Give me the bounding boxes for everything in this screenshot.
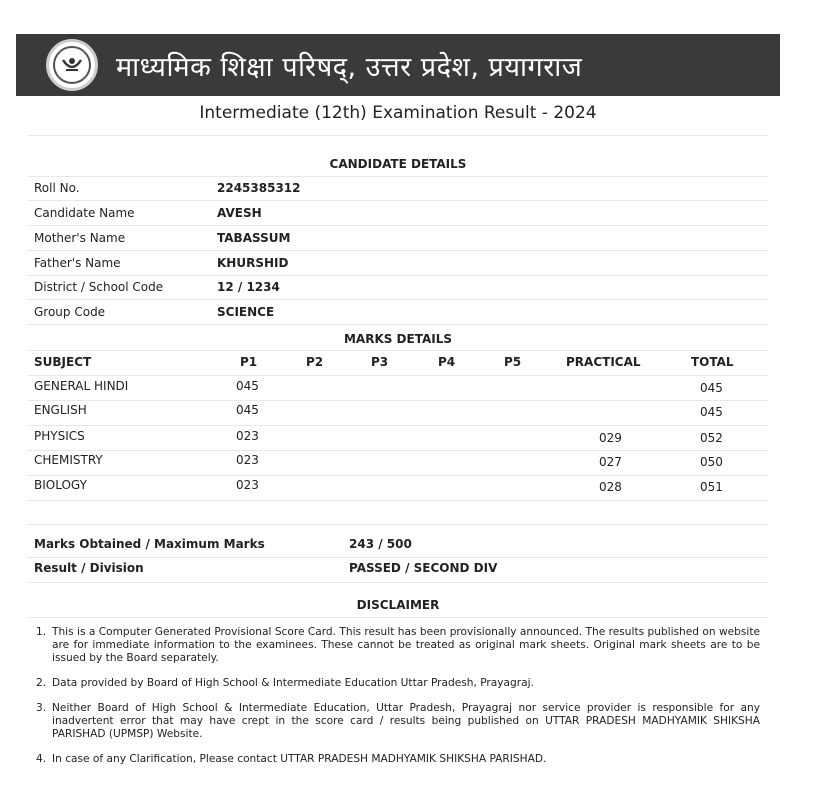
disclaimer-text: In case of any Clarification, Please contact UTTAR PRADESH MADHYAMIK SHIKSHA PARISHAD.: [52, 753, 547, 765]
list-item: [36, 753, 760, 766]
column-header: TOTAL: [691, 355, 734, 369]
subject-cell: BIOLOGY: [34, 478, 87, 492]
candidate-label: District / School Code: [34, 280, 164, 294]
p1-cell: 023: [236, 453, 259, 467]
practical-cell: 029: [599, 431, 622, 445]
table-row: [34, 429, 774, 449]
p1-cell: 045: [236, 379, 259, 393]
candidate-row-father: [34, 253, 288, 273]
divider: [28, 400, 768, 401]
divider: [28, 350, 768, 351]
marks-table-header: [34, 355, 774, 373]
list-item: [36, 677, 760, 690]
emblem-icon: [53, 46, 91, 84]
divider: [28, 135, 768, 136]
column-header: P4: [438, 355, 456, 369]
divider: [28, 324, 768, 325]
table-row: [34, 403, 774, 423]
p1-cell: 023: [236, 429, 259, 443]
disclaimer-number: 2.: [36, 677, 47, 689]
marks-details-title: MARKS DETAILS: [343, 332, 453, 346]
disclaimer-text: Neither Board of High School & Intermediate Education, Uttar Pradesh, Prayagraj nor service provider is responsible for any inadvertent error that may have crept in the score card / results being published on UTTAR PRADESH MADHYAMIK SHIKSHA PARISHAD (UPMSP) Website.: [52, 702, 760, 740]
table-row: [34, 379, 774, 399]
practical-cell: 027: [599, 455, 622, 469]
divider: [28, 557, 768, 558]
total-cell: 045: [700, 381, 723, 395]
candidate-value: TABASSUM: [217, 231, 291, 245]
candidate-value: AVESH: [217, 206, 262, 220]
divider: [28, 200, 768, 201]
disclaimer-title: DISCLAIMER: [356, 598, 440, 612]
disclaimer-text: This is a Computer Generated Provisional Score Card. This result has been provisionally announced. The results published on website are for immediate information to the examinees. These cannot be treated as original mark sheets. Original mark sheets are to be issued by the Board separately.: [52, 626, 760, 664]
divider: [28, 582, 768, 583]
divider: [28, 617, 768, 618]
column-header: P1: [240, 355, 258, 369]
divider: [28, 425, 768, 426]
total-cell: 051: [700, 480, 723, 494]
practical-cell: 028: [599, 480, 622, 494]
column-header: SUBJECT: [34, 355, 92, 369]
board-logo: [46, 39, 98, 91]
divider: [28, 275, 768, 276]
divider: [28, 176, 768, 177]
candidate-row-mother: [34, 228, 290, 248]
candidate-value: SCIENCE: [217, 305, 275, 319]
subject-cell: CHEMISTRY: [34, 453, 103, 467]
table-row: [34, 478, 774, 498]
candidate-details-title: CANDIDATE DETAILS: [329, 157, 467, 171]
candidate-row-district: [34, 277, 280, 297]
total-cell: 052: [700, 431, 723, 445]
candidate-label: Roll No.: [34, 181, 80, 195]
candidate-value: 12 / 1234: [217, 280, 280, 294]
divider: [28, 450, 768, 451]
divider: [28, 524, 768, 525]
candidate-row-roll-no: [34, 178, 301, 198]
candidate-label: Father's Name: [34, 256, 121, 270]
disclaimer-number: 3.: [36, 702, 47, 714]
result-row: [34, 561, 497, 575]
result-label: Result / Division: [34, 561, 144, 575]
divider: [28, 475, 768, 476]
disclaimer-number: 1.: [36, 626, 47, 638]
candidate-row-group: [34, 302, 274, 322]
marks-obtained-value: 243 / 500: [349, 537, 412, 551]
total-cell: 045: [700, 405, 723, 419]
table-row: [34, 453, 774, 473]
subject-cell: PHYSICS: [34, 429, 85, 443]
total-cell: 050: [700, 455, 723, 469]
p1-cell: 045: [236, 403, 259, 417]
divider: [28, 225, 768, 226]
column-header: P5: [504, 355, 522, 369]
divider: [28, 250, 768, 251]
result-value: PASSED / SECOND DIV: [349, 561, 498, 575]
candidate-label: Group Code: [34, 305, 106, 319]
disclaimer-list: [36, 626, 760, 778]
exam-title: Intermediate (12th) Examination Result - 2024: [199, 103, 597, 123]
column-header: P2: [306, 355, 324, 369]
list-item: [36, 626, 760, 665]
candidate-row-name: [34, 203, 262, 223]
column-header: P3: [371, 355, 389, 369]
candidate-label: Mother's Name: [34, 231, 126, 245]
divider: [28, 375, 768, 376]
candidate-value: KHURSHID: [217, 256, 289, 270]
p1-cell: 023: [236, 478, 259, 492]
subject-cell: ENGLISH: [34, 403, 87, 417]
disclaimer-text: Data provided by Board of High School & Intermediate Education Uttar Pradesh, Prayagraj.: [52, 677, 534, 689]
disclaimer-number: 4.: [36, 753, 47, 765]
candidate-value: 2245385312: [217, 181, 301, 195]
list-item: [36, 702, 760, 741]
divider: [28, 500, 768, 501]
subject-cell: GENERAL HINDI: [34, 379, 129, 393]
marks-obtained-label: Marks Obtained / Maximum Marks: [34, 537, 265, 551]
candidate-label: Candidate Name: [34, 206, 135, 220]
board-header: [16, 34, 780, 96]
divider: [28, 299, 768, 300]
marks-obtained-row: [34, 537, 412, 551]
column-header: PRACTICAL: [566, 355, 641, 369]
board-title: माध्यमिक शिक्षा परिषद्, उत्तर प्रदेश, प्रयागराज: [116, 51, 583, 83]
